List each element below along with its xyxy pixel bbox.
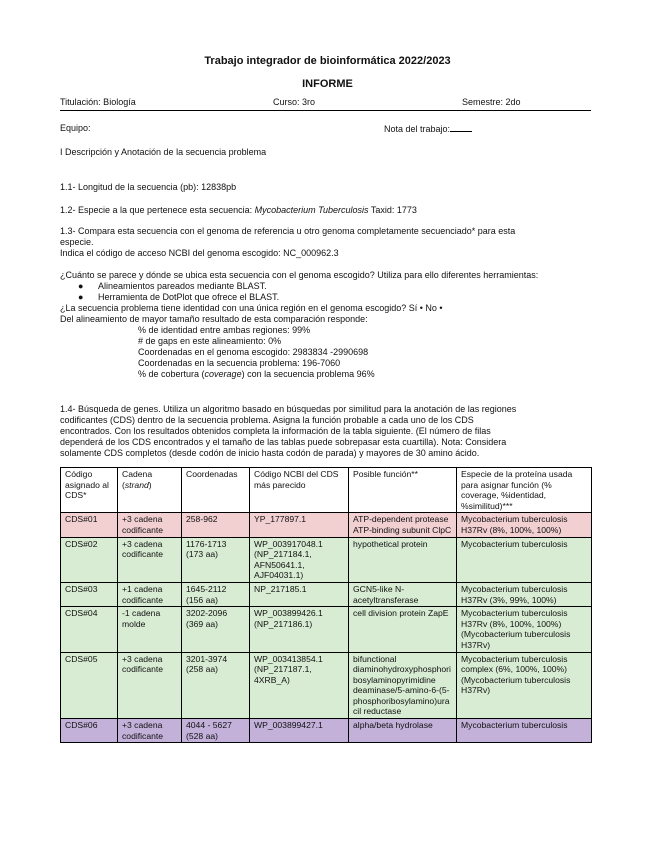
cell-function: ATP-dependent protease ATP-binding subunit ClpC [349,513,457,537]
nota-field [384,123,472,135]
q12-text [60,205,417,216]
header-strand-word: strand [124,479,149,490]
coverage-suffix: ) con la secuencia problema 96% [241,369,375,379]
header-ncbi: Código NCBI del CDS más parecido [250,468,349,513]
tool-label: Alineamientos pareados mediante BLAST. [98,281,267,291]
result-identity: % de identidad entre ambas regiones: 99% [138,325,311,335]
cell-coords: 3202-2096 (369 aa) [182,607,250,652]
q12-suffix: Taxid: 1773 [368,205,417,215]
table-row [61,582,592,606]
cell-strand: +3 cadena codificante [118,537,182,582]
cell-function: bifunctional diaminohydroxyphosphoribosylaminopyrimidine deaminase/5-amino-6-(5-phosphoribosylamino)uracil reductase [349,652,457,719]
cell-coords: 3201-3974 (258 aa) [182,652,250,719]
q14-line: 1.4- Búsqueda de genes. Utiliza un algoritmo basado en búsquedas por similitud para la anotación de las regiones [60,404,517,414]
section-heading: I Descripción y Anotación de la secuencia problema [60,147,267,157]
cell-ncbi: WP_003917048.1 (NP_217184.1, AFN50641.1, AJF04031.1) [250,537,349,582]
q14-line: dependerá de los CDS encontrados y el tamaño de las tablas puede sobrepasar esta cuartilla). Nota: Considera [60,437,507,447]
cell-code: CDS#04 [61,607,118,652]
document-title: Trabajo integrador de bioinformática 2022/2023 [204,55,451,67]
table-row [61,537,592,582]
table-row [61,513,592,537]
alignment-intro: Del alineamiento de mayor tamaño resultado de esta comparación responde: [60,314,368,324]
cell-coords: 258-962 [182,513,250,537]
header-species: Especie de la proteína usada para asignar función (% coverage, %identidad, %similitud)*** [457,468,592,513]
header-strand-suffix: ) [148,479,152,490]
cell-species: Mycobacterium tuberculosis H37Rv (8%, 100%, 100%) [457,513,592,537]
curso-label: Curso: 3ro [273,97,316,107]
cell-function: alpha/beta hydrolase [349,719,457,743]
nota-label: Nota del trabajo: [384,124,451,134]
q14-line: codificantes (CDS) dentro de la secuencia problema. Asigna la función probable a cada uno de los CDS [60,415,474,425]
nota-blank [450,123,472,132]
table-row [61,607,592,652]
q13-line2: especie. [60,237,94,247]
result-genome-coords: Coordenadas en el genoma escogido: 2983834 -2990698 [138,347,369,357]
cell-species: Mycobacterium tuberculosis H37Rv (3%, 99%, 100%) [457,582,592,606]
result-gaps: # de gaps en este alineamiento: 0% [138,336,282,346]
cds-table [60,467,592,743]
cell-species: Mycobacterium tuberculosis [457,719,592,743]
header-coords: Coordenadas [182,468,250,513]
q11-text: 1.1- Longitud de la secuencia (pb): 12838pb [60,182,237,192]
coverage-prefix: % de cobertura ( [138,369,205,379]
q14-line: solamente CDS completos (desde codón de inicio hasta codón de parada) y mayores de 30 amino ácido. [60,448,480,458]
result-query-coords: Coordenadas en la secuencia problema: 196-7060 [138,358,341,368]
table-header-row [61,468,592,513]
semestre-label: Semestre: 2do [462,97,521,107]
cell-ncbi: WP_003413854.1 (NP_217187.1, 4XRB_A) [250,652,349,719]
table-row [61,719,592,743]
unique-region-question: ¿La secuencia problema tiene identidad con una única región en el genoma escogido? Sí • No • [60,303,443,313]
cell-code: CDS#05 [61,652,118,719]
cell-function: hypothetical protein [349,537,457,582]
q12-species: Mycobacterium Tuberculosis [254,205,369,215]
cell-coords: 1176-1713 (173 aa) [182,537,250,582]
result-coverage [138,369,375,380]
cell-species: Mycobacterium tuberculosis [457,537,592,582]
document-subtitle: INFORME [302,78,353,90]
cell-function: cell division protein ZapE [349,607,457,652]
q13-question: ¿Cuánto se parece y dónde se ubica esta secuencia con el genoma escogido? Utiliza para ello diferentes herramientas: [60,270,539,280]
q12-prefix: 1.2- Especie a la que pertenece esta secuencia: [60,205,255,215]
cell-function: GCN5-like N-acetyltransferase [349,582,457,606]
cell-coords: 1645-2112 (156 aa) [182,582,250,606]
cell-code: CDS#01 [61,513,118,537]
q14-paragraph [60,404,591,459]
coverage-word: coverage [204,369,242,379]
titulacion-label: Titulación: Biología [60,97,136,107]
cell-strand: +3 cadena codificante [118,513,182,537]
header-strand-prefix: Cadena ( [122,469,153,490]
tool-item: ● Alineamientos pareados mediante BLAST. [78,281,267,291]
equipo-label: Equipo: [60,123,91,133]
cell-coords: 4044 - 5627 (528 aa) [182,719,250,743]
tool-item: ● Herramienta de DotPlot que ofrece el BLAST. [78,292,280,302]
header-divider [60,110,591,111]
cell-ncbi: WP_003899427.1 [250,719,349,743]
q13-line1: 1.3- Compara esta secuencia con el genoma de referencia u otro genoma completamente secuenciado* para esta [60,226,516,236]
header-code: Código asignado al CDS* [61,468,118,513]
cell-code: CDS#03 [61,582,118,606]
q13-line3: Indica el código de acceso NCBI del genoma escogido: NC_000962.3 [60,248,339,258]
tool-label: Herramienta de DotPlot que ofrece el BLAST. [98,292,280,302]
cell-strand: +3 cadena codificante [118,652,182,719]
header-function: Posible función** [349,468,457,513]
cell-species: Mycobacterium tuberculosis H37Rv (8%, 100%, 100%) (Mycobacterium tuberculosis H37Rv) [457,607,592,652]
q14-line: encontrados. Con los resultados obtenidos completa la información de la tabla siguiente. (El número de filas [60,426,491,436]
cell-strand: +3 cadena codificante [118,719,182,743]
cell-ncbi: NP_217185.1 [250,582,349,606]
table-row [61,652,592,719]
cell-code: CDS#06 [61,719,118,743]
cell-strand: +1 cadena codificante [118,582,182,606]
cell-ncbi: WP_003899426.1 (NP_217186.1) [250,607,349,652]
cell-strand: -1 cadena molde [118,607,182,652]
cell-code: CDS#02 [61,537,118,582]
cell-ncbi: YP_177897.1 [250,513,349,537]
cell-species: Mycobacterium tuberculosis complex (6%, 100%, 100%) (Mycobacterium tuberculosis H37Rv) [457,652,592,719]
header-strand [118,468,182,513]
